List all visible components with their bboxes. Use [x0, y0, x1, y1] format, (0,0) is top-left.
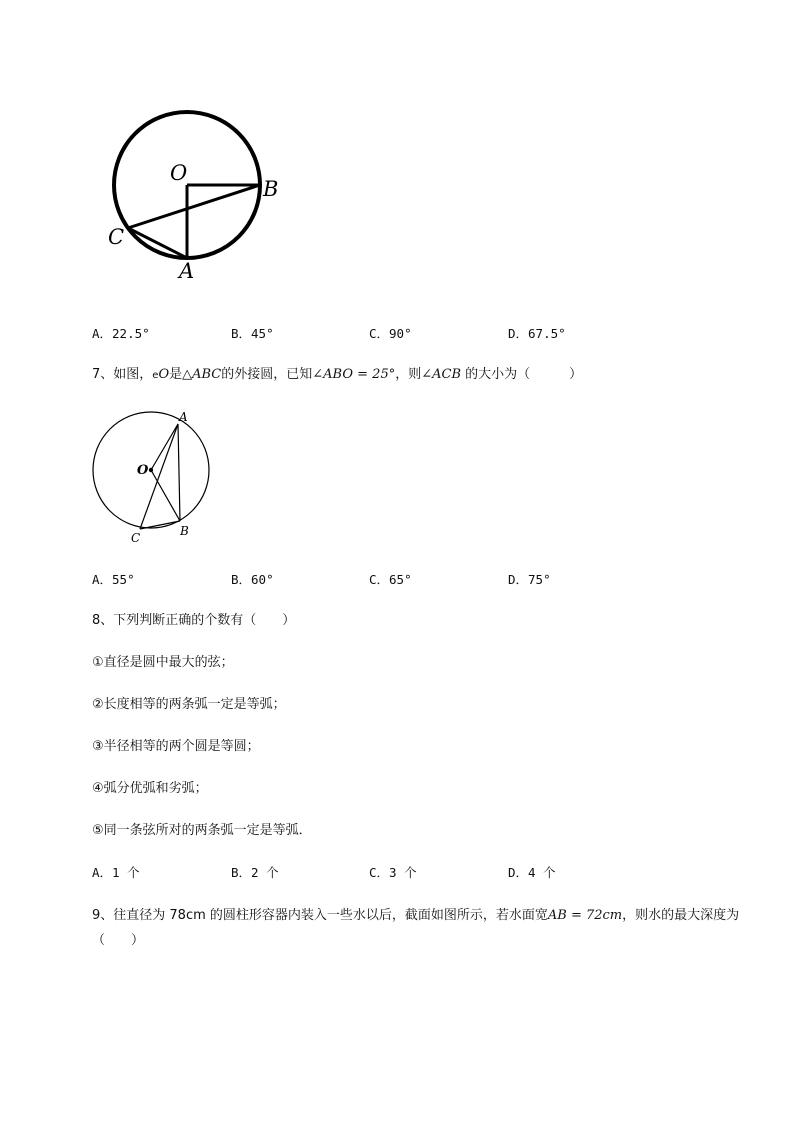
q7-triangle: △ABC [182, 367, 222, 382]
question-9-stem [92, 903, 742, 953]
q8-option-a: A．1 个 [92, 865, 140, 880]
q8-statement-3: ③半径相等的两个圆是等圆； [92, 739, 260, 754]
q8-option-c: C．3 个 [369, 865, 417, 880]
q8-statement-1: ①直径是圆中最大的弦； [92, 655, 234, 670]
label-c: C [108, 225, 125, 249]
q8-option-b: B．2 个 [231, 865, 279, 880]
q7-circle-symbol: e [152, 370, 159, 381]
question-8-stem: 8、下列判断正确的个数有（ ） [92, 613, 296, 628]
q7-option-d: D．75° [508, 572, 551, 587]
segment-cb [128, 185, 260, 228]
q6-option-a: A．22.5° [92, 326, 150, 341]
q7-option-a: A．55° [92, 572, 135, 587]
q8-statement-2: ②长度相等的两条弧一定是等弧； [92, 697, 286, 712]
label-a-2: A [179, 410, 188, 424]
q6-option-d: D．67.5° [508, 326, 566, 341]
label-b-2: B [180, 524, 189, 538]
label-o: O [170, 161, 188, 185]
label-a: A [179, 259, 195, 283]
q9-text1: 9、往直径为 78cm 的圆柱形容器内装入一些水以后，截面如图所示，若水面宽 [92, 908, 548, 923]
q7-angle-abo: ∠ABO = 25° [312, 367, 396, 382]
q7-prefix: 7、如图， [92, 367, 153, 382]
q7-o: O [158, 367, 170, 382]
figure-1-circle-diagram [95, 100, 305, 290]
segment-ob-2 [151, 470, 180, 521]
q7-option-c: C．65° [369, 572, 412, 587]
label-b: B [263, 177, 279, 201]
figure-2-circle-diagram [85, 405, 220, 545]
segment-oa-2 [151, 424, 178, 470]
question-7-stem [92, 365, 582, 386]
label-o-2: O [137, 463, 149, 478]
q7-angle-acb: ∠ACB [421, 367, 462, 382]
segment-ab-2 [178, 424, 180, 521]
q7-text2: 的外接圆，已知 [221, 367, 313, 382]
q9-text2: ，则水的最大深度为（ ） [92, 908, 740, 948]
q8-statement-5: ⑤同一条弦所对的两条弧一定是等弧． [92, 823, 312, 838]
q7-text3: ，则 [395, 367, 422, 382]
q6-option-c: C．90° [369, 326, 412, 341]
q8-option-d: D．4 个 [508, 865, 556, 880]
q6-option-b: B．45° [231, 326, 274, 341]
q7-text1: 是 [169, 367, 183, 382]
q8-statement-4: ④弧分优弧和劣弧； [92, 781, 208, 796]
label-c-2: C [131, 531, 141, 545]
q7-text4: 的大小为（ ） [461, 367, 583, 382]
q9-ab: AB = 72cm [547, 908, 623, 923]
q7-option-b: B．60° [231, 572, 274, 587]
